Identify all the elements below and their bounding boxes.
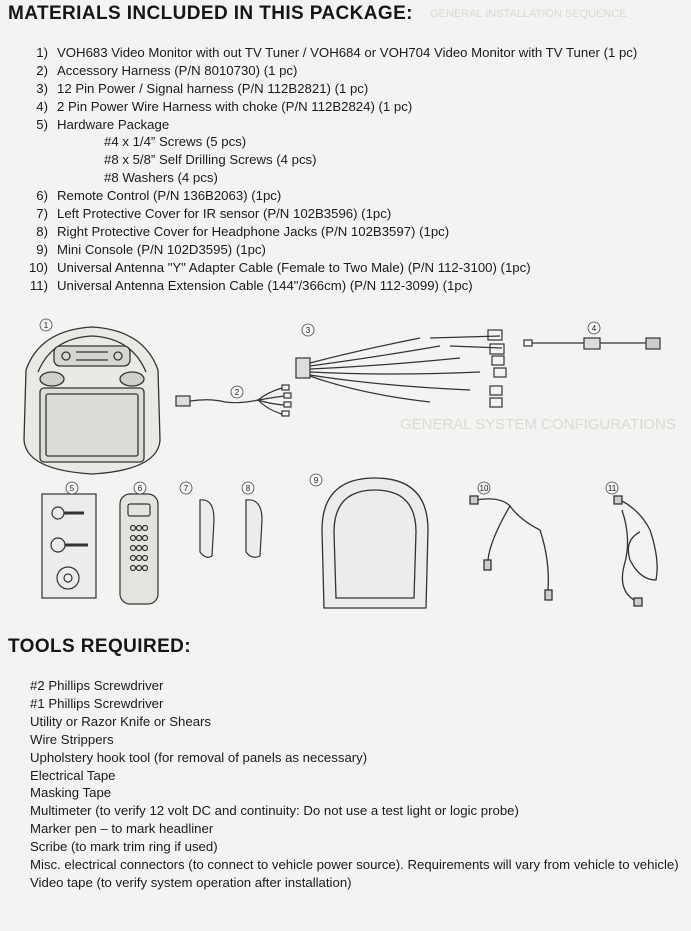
callout-4: 4	[591, 324, 597, 333]
material-item-text: 2 Pin Power Wire Harness with choke (P/N 112B2824) (1 pc)	[57, 98, 413, 114]
material-item-text: #4 x 1/4” Screws (5 pcs)	[104, 134, 247, 150]
material-item-text: #8 Washers (4 pcs)	[104, 170, 218, 186]
material-item	[0, 133, 691, 151]
bleed-through-text: GENERAL SYSTEM CONFIGURATIONS	[400, 416, 676, 433]
material-item	[0, 62, 691, 80]
material-item	[0, 80, 691, 98]
tool-item: Multimeter (to verify 12 volt DC and continuity: Do not use a test light or logic probe)	[30, 803, 519, 819]
tool-item: Electrical Tape	[30, 767, 116, 783]
callout-6: 6	[137, 484, 143, 493]
video-monitor-drawing	[24, 327, 160, 474]
material-item-text: Remote Control (P/N 136B2063) (1pc)	[57, 188, 282, 204]
tool-item: Masking Tape	[30, 785, 112, 801]
material-item-number: 6)	[36, 188, 48, 204]
callout-7: 7	[183, 484, 189, 493]
material-item	[0, 241, 691, 259]
tool-item: Misc. electrical connectors (to connect to vehicle power source). Requirements will vary from vehicle to vehicle)	[30, 857, 679, 873]
tool-item: #1 Phillips Screwdriver	[30, 695, 164, 711]
callout-1: 1	[43, 321, 49, 330]
tools-list	[30, 677, 685, 892]
material-item-number: 3)	[36, 80, 48, 96]
tools-heading: TOOLS REQUIRED:	[8, 636, 191, 657]
material-item-number: 1)	[36, 45, 48, 60]
tool-item: Marker pen – to mark headliner	[30, 821, 214, 837]
tool-item: #2 Phillips Screwdriver	[30, 678, 164, 693]
mini-console-drawing	[322, 478, 428, 608]
callout-2: 2	[234, 388, 240, 397]
material-item-number: 10)	[28, 259, 48, 275]
material-item-number: 4)	[36, 98, 48, 114]
material-item-text: VOH683 Video Monitor with out TV Tuner / VOH684 or VOH704 Video Monitor with TV Tuner (1 pc)	[57, 45, 638, 60]
material-item-text: Hardware Package	[57, 116, 170, 132]
remote-control-drawing	[120, 494, 158, 604]
material-item	[0, 277, 691, 295]
material-item-number: 7)	[36, 206, 48, 222]
tool-item: Video tape (to verify system operation after installation)	[30, 874, 352, 890]
material-item	[0, 151, 691, 169]
material-item	[0, 205, 691, 223]
material-item	[0, 187, 691, 205]
material-item-text: Left Protective Cover for IR sensor (P/N 102B3596) (1pc)	[57, 206, 392, 222]
material-item	[0, 116, 691, 134]
callout-9: 9	[313, 476, 319, 485]
power-wire-harness-drawing	[524, 338, 660, 349]
protective-covers-drawing	[200, 500, 262, 557]
material-item	[0, 98, 691, 116]
material-item-text: #8 x 5/8” Self Drilling Screws (4 pcs)	[104, 152, 317, 168]
tool-item: Upholstery hook tool (for removal of panels as necessary)	[30, 749, 368, 765]
material-item	[0, 44, 691, 62]
power-signal-harness-drawing	[296, 330, 506, 407]
antenna-y-adapter-drawing	[470, 496, 552, 600]
material-item-number: 9)	[36, 241, 48, 257]
materials-list	[0, 44, 691, 294]
material-item-text: 12 Pin Power / Signal harness (P/N 112B2821) (1 pc)	[57, 80, 369, 96]
parts-illustration	[0, 305, 691, 625]
material-item-text: Mini Console (P/N 102D3595) (1pc)	[57, 241, 266, 257]
callout-8: 8	[245, 484, 251, 493]
tool-item: Utility or Razor Knife or Shears	[30, 713, 212, 729]
materials-heading: MATERIALS INCLUDED IN THIS PACKAGE:	[8, 3, 413, 24]
callout-5: 5	[69, 484, 75, 493]
material-item-text: Universal Antenna "Y" Adapter Cable (Female to Two Male) (P/N 112-3100) (1pc)	[57, 259, 531, 275]
material-item-number: 2)	[36, 62, 48, 78]
bleed-through-text: GENERAL INSTALLATION SEQUENCE	[430, 8, 627, 20]
callout-10: 10	[479, 484, 489, 493]
material-item-number: 11)	[29, 277, 48, 293]
material-item-text: Universal Antenna Extension Cable (144"/366cm) (P/N 112-3099) (1pc)	[57, 277, 473, 293]
material-item	[0, 259, 691, 277]
material-item-text: Right Protective Cover for Headphone Jacks (P/N 102B3597) (1pc)	[57, 223, 450, 239]
material-item-number: 5)	[36, 116, 48, 132]
callout-3: 3	[305, 326, 311, 335]
tool-item: Wire Strippers	[30, 731, 114, 747]
tool-item: Scribe (to mark trim ring if used)	[30, 839, 218, 855]
material-item	[0, 169, 691, 187]
material-item-number: 8)	[36, 223, 48, 239]
antenna-extension-cable-drawing	[614, 496, 657, 606]
hardware-package-drawing	[42, 494, 96, 598]
material-item	[0, 223, 691, 241]
callout-11: 11	[607, 484, 617, 493]
material-item-text: Accessory Harness (P/N 8010730) (1 pc)	[57, 62, 298, 78]
